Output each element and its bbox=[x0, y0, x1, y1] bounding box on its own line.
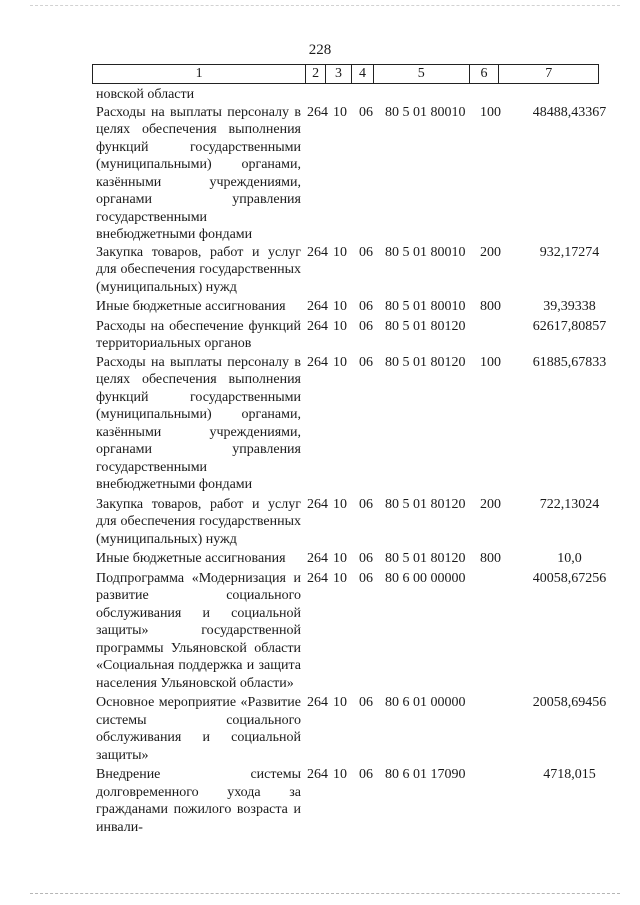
table-row bbox=[96, 496, 606, 549]
cell-section: 10 bbox=[333, 570, 347, 586]
row-name: Расходы на выплаты персоналу в целях обеспечения выполнения функций государственными (муниципальными) органами, казёнными учреждениями, органами управления государственными внебюджетными фондами bbox=[96, 354, 301, 492]
cell-type: 200 bbox=[480, 496, 501, 512]
cell-target: 80 5 01 80120 bbox=[385, 354, 466, 370]
cell-type: 100 bbox=[480, 104, 501, 120]
cell-target: 80 5 01 80010 bbox=[385, 104, 466, 120]
header-col-4: 4 bbox=[352, 65, 374, 83]
cell-amount: 40058,67256 bbox=[532, 570, 607, 586]
cell-subsection: 06 bbox=[359, 496, 373, 512]
cell-section: 10 bbox=[333, 551, 347, 566]
cell-code: 264 bbox=[307, 299, 328, 314]
cell-subsection: 06 bbox=[359, 104, 373, 120]
header-col-3: 3 bbox=[326, 65, 352, 83]
table-body bbox=[96, 86, 606, 836]
cell-subsection: 06 bbox=[359, 244, 373, 260]
header-col-6: 6 bbox=[470, 65, 500, 83]
cell-subsection: 06 bbox=[359, 551, 373, 566]
top-edge-rule bbox=[30, 5, 620, 6]
cell-section: 10 bbox=[333, 767, 347, 782]
cell-amount: 4718,015 bbox=[543, 767, 596, 782]
row-name: Расходы на выплаты персоналу в целях обеспечения выполнения функций государственными (муниципальными) органами, казёнными учреждениями, органами управления государственными внебюджетными фондами bbox=[96, 104, 301, 242]
cell-target: 80 5 01 80120 bbox=[385, 318, 466, 334]
cell-section: 10 bbox=[333, 244, 347, 260]
page-number: 228 bbox=[308, 42, 332, 58]
header-col-7: 7 bbox=[545, 66, 553, 81]
cell-amount: 722,13024 bbox=[539, 496, 600, 512]
row-name: Иные бюджетные ассигнования bbox=[96, 551, 286, 566]
cell-target: 80 6 00 00000 bbox=[385, 570, 466, 586]
cell-section: 10 bbox=[333, 695, 347, 710]
cell-target: 80 5 01 80010 bbox=[385, 244, 466, 260]
cell-amount: 932,17274 bbox=[539, 244, 600, 260]
table-row bbox=[96, 570, 606, 693]
cell-type: 800 bbox=[480, 551, 501, 566]
cell-target: 80 6 01 00000 bbox=[385, 695, 466, 710]
row-name: Иные бюджетные ассигнования bbox=[96, 299, 286, 314]
row-name: Внедрение системы долговременного ухода за гражданами пожилого возраста и инвали- bbox=[96, 767, 301, 835]
cell-amount: 39,39338 bbox=[543, 299, 596, 314]
cell-section: 10 bbox=[333, 104, 347, 120]
cell-type: 200 bbox=[480, 244, 501, 260]
header-col-1: 1 bbox=[93, 65, 306, 83]
table-row bbox=[96, 244, 606, 297]
cell-subsection: 06 bbox=[359, 767, 373, 782]
cell-subsection: 06 bbox=[359, 570, 373, 586]
row-name: Расходы на обеспечение функций территориальных органов bbox=[96, 318, 301, 351]
cell-subsection: 06 bbox=[359, 318, 373, 334]
cell-amount: 20058,69456 bbox=[532, 695, 607, 710]
table-row bbox=[96, 104, 606, 244]
cell-code: 264 bbox=[307, 570, 328, 586]
cell-section: 10 bbox=[333, 496, 347, 512]
table-row bbox=[96, 694, 606, 764]
cell-subsection: 06 bbox=[359, 695, 373, 710]
cell-type: 100 bbox=[480, 354, 501, 370]
cell-code: 264 bbox=[307, 767, 328, 782]
cell-subsection: 06 bbox=[359, 354, 373, 370]
table-row bbox=[96, 766, 606, 836]
cell-target: 80 5 01 80120 bbox=[385, 551, 466, 566]
header-col-5: 5 bbox=[374, 65, 470, 83]
cell-amount: 61885,67833 bbox=[532, 354, 607, 370]
cell-code: 264 bbox=[307, 551, 328, 566]
table-row bbox=[96, 86, 606, 104]
cell-amount: 48488,43367 bbox=[532, 104, 607, 120]
row-name: Закупка товаров, работ и услуг для обеспечения государственных (муниципальных) нужд bbox=[96, 496, 301, 547]
header-col-2: 2 bbox=[306, 65, 326, 83]
cell-code: 264 bbox=[307, 354, 328, 370]
cell-code: 264 bbox=[307, 695, 328, 710]
cell-type: 800 bbox=[480, 299, 501, 314]
bottom-edge-rule bbox=[30, 893, 620, 894]
cell-target: 80 6 01 17090 bbox=[385, 767, 466, 782]
table-row bbox=[96, 550, 606, 568]
cell-subsection: 06 bbox=[359, 299, 373, 314]
row-name: Основное мероприятие «Развитие системы социального обслуживания и социальной защиты» bbox=[96, 695, 301, 763]
cell-code: 264 bbox=[307, 318, 328, 334]
row-name: Подпрограмма «Модернизация и развитие социального обслуживания и социальной защиты» государственной программы Ульяновской области «Социальная поддержка и защита населения Ульяновской области» bbox=[96, 570, 301, 691]
table-row bbox=[96, 298, 606, 316]
cell-amount: 10,0 bbox=[557, 551, 582, 566]
cell-section: 10 bbox=[333, 299, 347, 314]
cell-code: 264 bbox=[307, 244, 328, 260]
row-name: новской области bbox=[96, 87, 195, 102]
table-row bbox=[96, 318, 606, 353]
row-name: Закупка товаров, работ и услуг для обеспечения государственных (муниципальных) нужд bbox=[96, 244, 301, 295]
cell-code: 264 bbox=[307, 104, 328, 120]
cell-section: 10 bbox=[333, 318, 347, 334]
cell-amount: 62617,80857 bbox=[532, 318, 607, 334]
table-header bbox=[92, 64, 599, 84]
cell-section: 10 bbox=[333, 354, 347, 370]
cell-code: 264 bbox=[307, 496, 328, 512]
cell-target: 80 5 01 80120 bbox=[385, 496, 466, 512]
table-row bbox=[96, 354, 606, 494]
cell-target: 80 5 01 80010 bbox=[385, 299, 466, 314]
